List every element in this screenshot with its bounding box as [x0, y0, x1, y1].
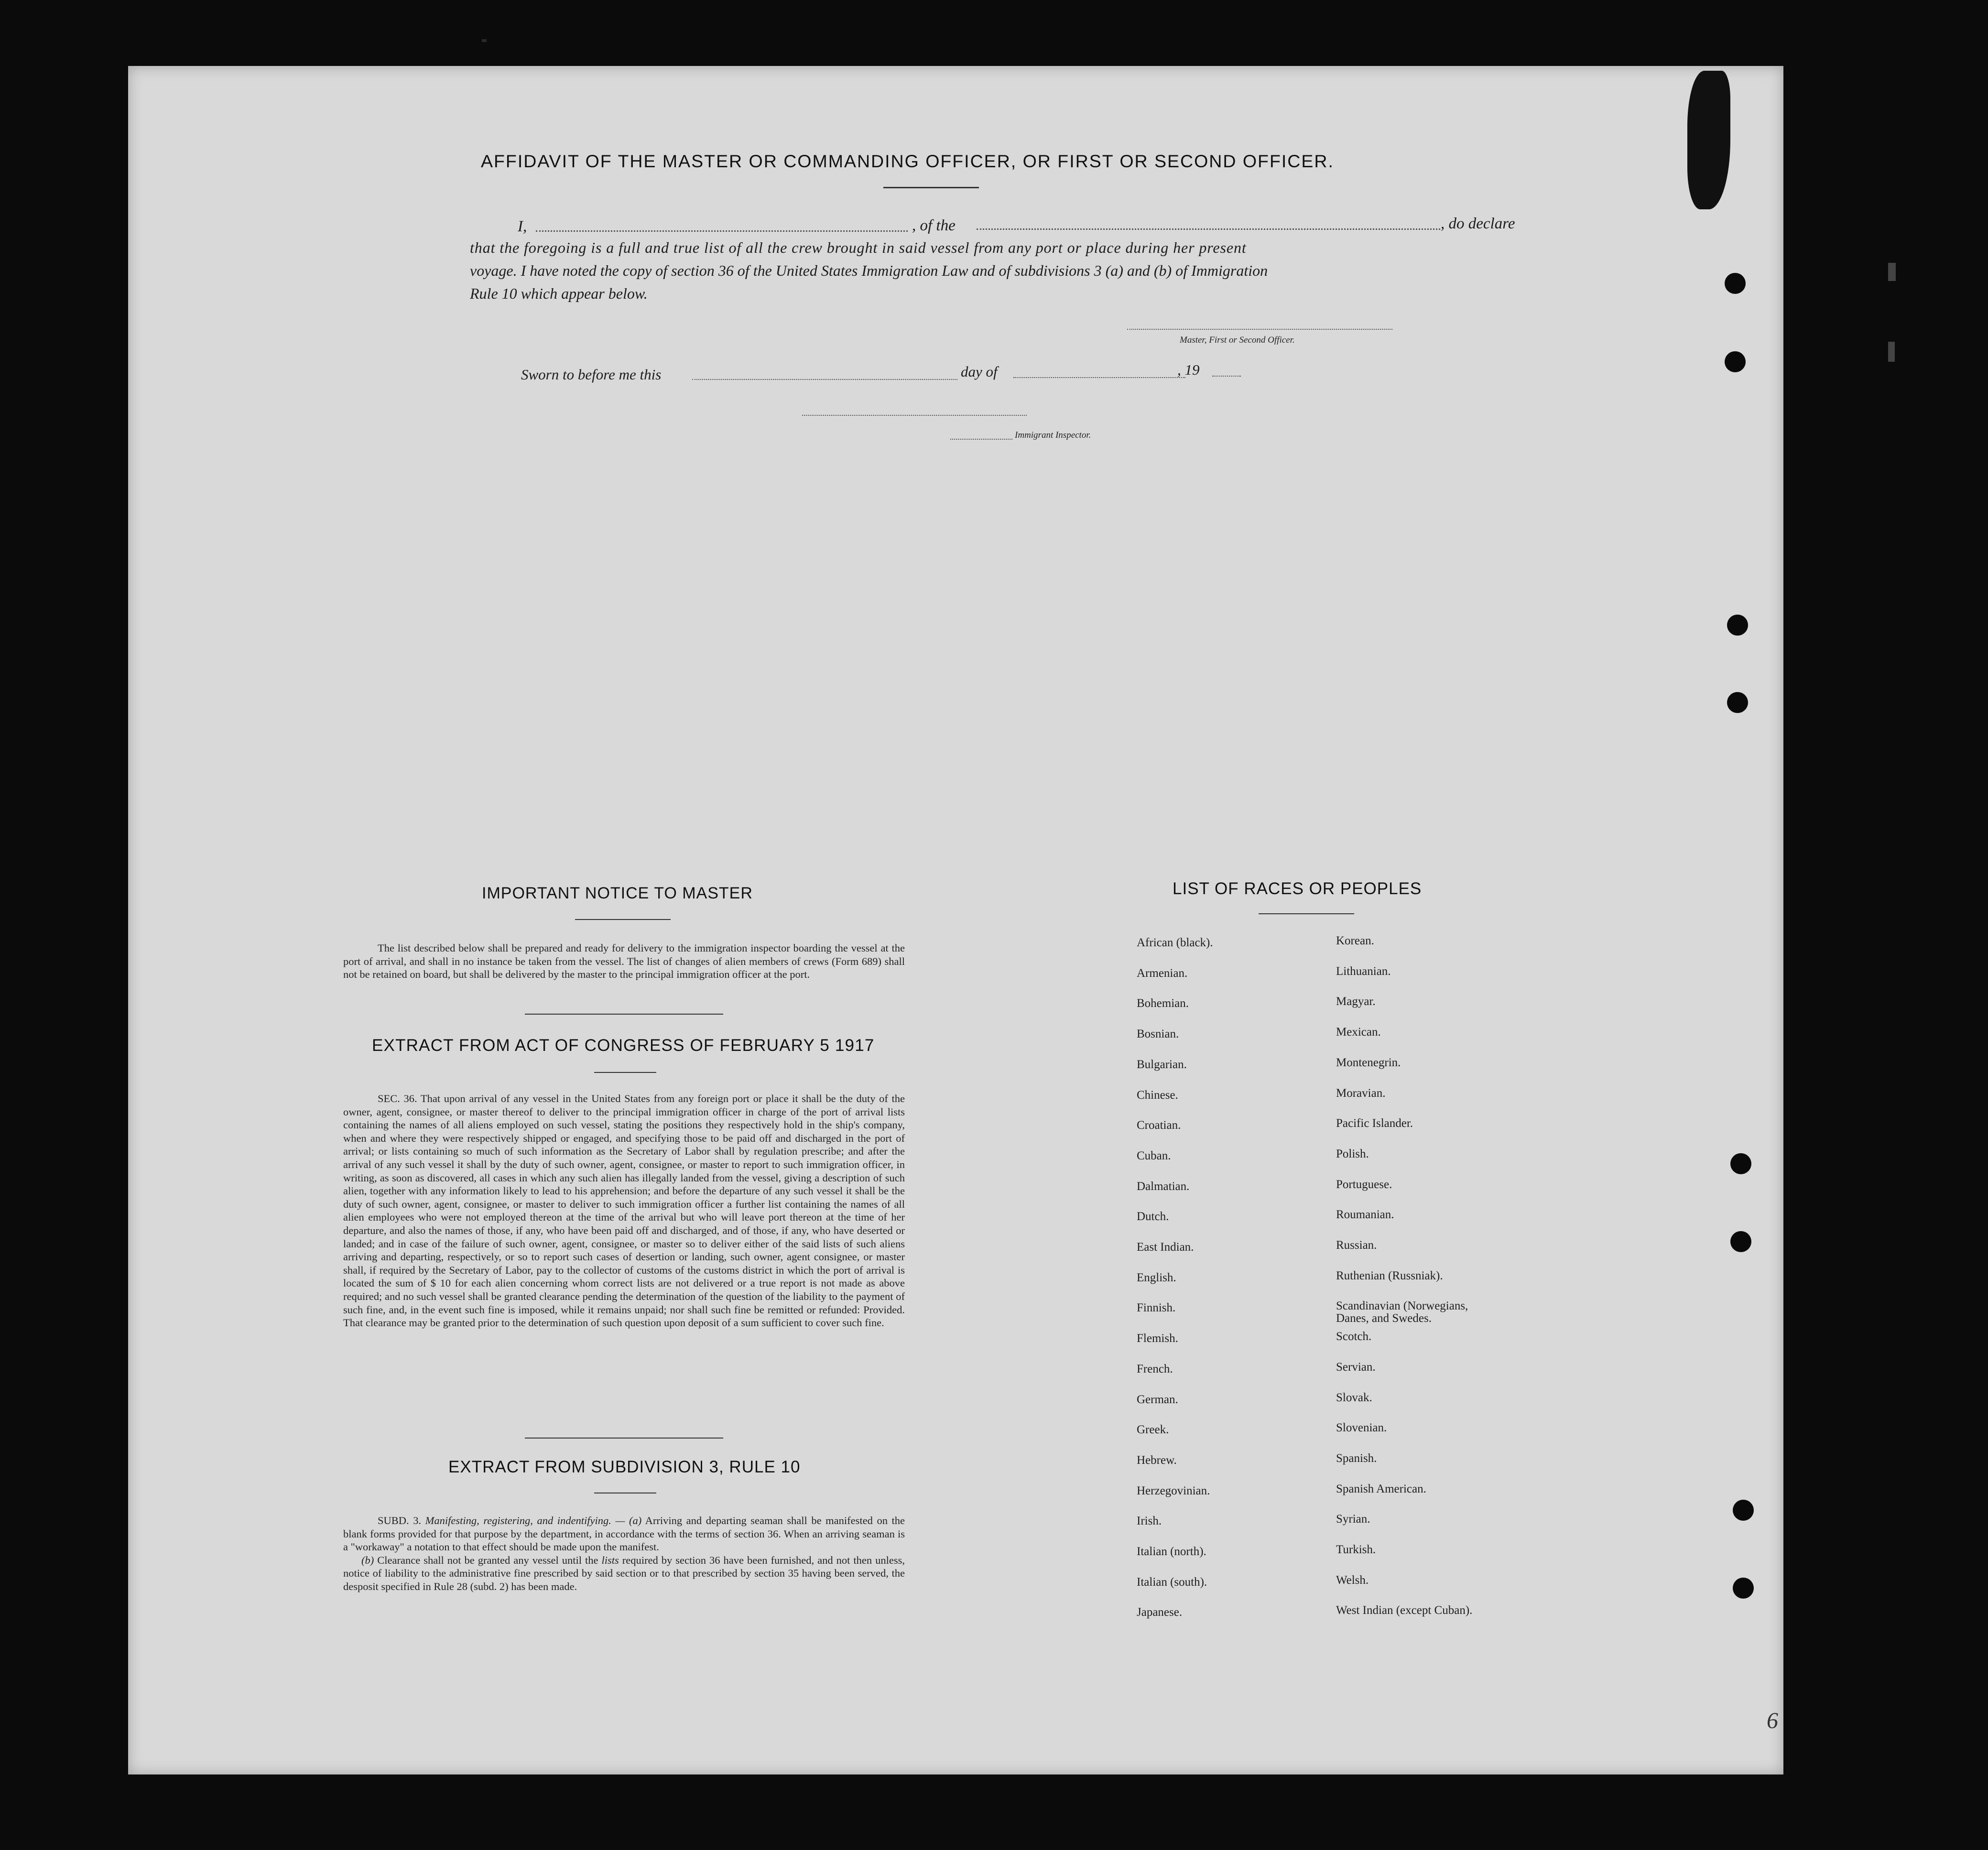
- race-item: Pacific Islander.: [1336, 1117, 1413, 1130]
- race-item: Cuban.: [1137, 1149, 1171, 1162]
- punch-hole: [1725, 351, 1746, 372]
- race-item: African (black).: [1137, 936, 1213, 949]
- race-item: Slovak.: [1336, 1391, 1372, 1404]
- races-left-column: [1137, 937, 1328, 1692]
- punch-hole: [1733, 1500, 1754, 1521]
- year-prefix: , 19: [1177, 361, 1200, 378]
- race-item: Lithuanian.: [1336, 964, 1391, 978]
- races-underline: [1259, 913, 1354, 914]
- subd-a-text: Arriving and departing seaman shall be manifested on the blank forms provided for that purpose by the department, in accordance with the terms of section 36. When an arriving seaman is a "workaway" a notation to that effect should be made upon the manifest.: [343, 1515, 905, 1553]
- subd-a-marker: — (a): [615, 1515, 642, 1526]
- scan-mark: [1888, 342, 1895, 362]
- race-item: Turkish.: [1336, 1543, 1376, 1556]
- punch-hole: [1730, 1231, 1751, 1252]
- subd-heading: Manifesting, registering, and indentifying.: [425, 1515, 611, 1526]
- sworn-day-blank: [692, 379, 957, 380]
- rule-title: EXTRACT FROM SUBDIVISION 3, RULE 10: [448, 1458, 801, 1476]
- act-text: [343, 1092, 905, 1330]
- inspector-line-lower: [950, 439, 1012, 440]
- race-item: French.: [1137, 1362, 1173, 1375]
- affidavit-do-declare: , do declare: [1441, 215, 1515, 232]
- race-item: Korean.: [1336, 934, 1374, 947]
- affidavit-line-1: [518, 218, 1521, 236]
- torn-corner: [1687, 71, 1730, 209]
- race-item: Montenegrin.: [1336, 1056, 1401, 1069]
- race-item: Bulgarian.: [1137, 1058, 1187, 1071]
- punch-hole: [1727, 615, 1748, 636]
- subd-b-text-1: Clearance shall not be granted any vessel until the: [377, 1554, 598, 1566]
- race-item: West Indian (except Cuban).: [1336, 1604, 1473, 1617]
- act-divider: [525, 1438, 723, 1439]
- race-item: Flemish.: [1137, 1332, 1178, 1345]
- master-caption: Master, First or Second Officer.: [1180, 335, 1295, 345]
- affidavit-of-the: , of the: [912, 217, 956, 234]
- subd-lead: SUBD. 3.: [378, 1515, 422, 1526]
- name-blank: [536, 230, 908, 232]
- race-item: Japanese.: [1137, 1606, 1183, 1619]
- race-item: Italian (south).: [1137, 1575, 1207, 1589]
- inspector-line-upper: [802, 415, 1027, 416]
- subd-b-lists: lists: [601, 1554, 619, 1566]
- race-item: Hebrew.: [1137, 1453, 1177, 1467]
- race-item: Finnish.: [1137, 1301, 1176, 1315]
- race-item: Dalmatian.: [1137, 1179, 1190, 1193]
- rule-text: [343, 1514, 905, 1593]
- race-item: Magyar.: [1336, 995, 1376, 1008]
- notice-text: [343, 941, 905, 981]
- notice-divider: [525, 1014, 723, 1015]
- races-right-column: [1336, 935, 1537, 1690]
- punch-hole: [1733, 1578, 1754, 1599]
- race-item: Chinese.: [1137, 1088, 1178, 1102]
- race-item: Moravian.: [1336, 1086, 1386, 1100]
- race-item: Greek.: [1137, 1423, 1169, 1437]
- act-underline: [594, 1072, 656, 1073]
- affidavit-line-4: Rule 10 which appear below.: [470, 285, 648, 302]
- master-signature-line: [1127, 329, 1392, 330]
- page-number: 6: [1767, 1708, 1778, 1733]
- race-item: Italian (north).: [1137, 1545, 1206, 1558]
- race-item: Scandinavian (Norwegians, Danes, and Swedes.: [1336, 1299, 1468, 1325]
- inspector-caption: Immigrant Inspector.: [1015, 430, 1091, 440]
- subd-b-marker: (b): [361, 1554, 374, 1566]
- race-item: Servian.: [1336, 1360, 1376, 1374]
- race-item: German.: [1137, 1393, 1178, 1406]
- affidavit-line-3: voyage. I have noted the copy of section 36 of the United States Immigration Law and of subdivisions 3 (a) and (b) of Immigration: [470, 262, 1268, 279]
- race-item: Russian.: [1336, 1239, 1377, 1252]
- race-item: Syrian.: [1336, 1513, 1370, 1526]
- race-item: English.: [1137, 1271, 1176, 1284]
- act-title: EXTRACT FROM ACT OF CONGRESS OF FEBRUARY 5 1917: [372, 1036, 875, 1055]
- race-item: Herzegovinian.: [1137, 1484, 1210, 1497]
- title-underline: [883, 187, 979, 188]
- race-item: Roumanian.: [1336, 1208, 1394, 1222]
- scan-mark: [1888, 263, 1896, 281]
- month-blank: [1013, 377, 1185, 378]
- affidavit-title: AFFIDAVIT OF THE MASTER OR COMMANDING OFFICER, OR FIRST OR SECOND OFFICER.: [481, 151, 1334, 171]
- race-item: Bohemian.: [1137, 997, 1189, 1010]
- race-item: Irish.: [1137, 1515, 1162, 1528]
- race-item: Ruthenian (Russniak).: [1336, 1269, 1443, 1282]
- punch-hole: [1727, 692, 1748, 713]
- punch-hole: [1725, 273, 1746, 294]
- notice-paragraph: The list described below shall be prepared and ready for delivery to the immigration inspector boarding the vessel at the port of arrival, and shall in no instance be taken from the vessel. The list of changes of alien members of crews (Form 689) shall not be retained on board, but shall be delivered by the master to the principal immigration officer at the port.: [343, 942, 905, 981]
- race-item: Spanish American.: [1336, 1482, 1426, 1495]
- act-paragraph: SEC. 36. That upon arrival of any vessel in the United States from any foreign port or place it shall be the duty of the owner, agent, consignee, or master thereof to deliver to the principal immigration officer in charge of the port of arrival lists containing the names of all aliens employed on such vessel, stating the positions they respectively hold in the ship's company, when and where they were respectively shipped or engaged, and specifying those to be paid off and discharged in the port of arrival; or lists containing so much of such information as the Secretary of Labor shall by regulation prescribe; and after the arrival of any such vessel it shall by the duty of such owner, agent, consignee, or master to report to such immigration officer, in writing, as soon as discovered, all cases in which any such alien has illegally landed from the vessel, giving a description of such alien, together with any information likely to lead to his apprehension; and before the departure of any such vessel it shall be the duty of such owner, agent, consignee, or master to deliver to such immigration officer a further list containing the names of all alien employees who were not employed thereon at the time of the arrival but who will leave port thereon at the time of her departure, and also the names of those, if any, who have been paid off and discharged, and of those, if any, who have deserted or landed; and in case of the failure of such owner, agent, consignee, or master so to deliver either of the said lists of such aliens arriving and departing, respectively, or so to report such cases of desertion or landing, such owner, agent consignee, or master shall, if required by the Secretary of Labor, pay to the collector of customs of the customs district in which the port of arrival is located the sum of $ 10 for each alien concerning whom correct lists are not delivered or a true report is not made as above required; and no such vessel shall be granted clearance pending the determination of the question of the liability to the payment of such fine, and, in the event such fine is imposed, while it remains unpaid; nor shall such fine be remitted or refunded: Provided. That clearance may be granted prior to the determination of such question upon deposit of a sum sufficient to cover such fine.: [343, 1093, 905, 1329]
- vessel-blank: [977, 228, 1440, 230]
- race-item: Spanish.: [1336, 1451, 1377, 1465]
- race-item: Bosnian.: [1137, 1028, 1179, 1041]
- notice-title: IMPORTANT NOTICE TO MASTER: [482, 884, 753, 902]
- race-item: Dutch.: [1137, 1210, 1169, 1223]
- race-item: Armenian.: [1137, 966, 1188, 980]
- scan-mark: [482, 39, 487, 42]
- races-title: LIST OF RACES OR PEOPLES: [1173, 879, 1422, 898]
- sworn-text: Sworn to before me this: [521, 366, 662, 383]
- day-of-text: day of: [961, 363, 998, 380]
- affidavit-line-2: that the foregoing is a full and true list of all the crew brought in said vessel from any port or place during her present: [470, 239, 1247, 256]
- race-item: Welsh.: [1336, 1573, 1369, 1587]
- punch-hole: [1730, 1153, 1751, 1174]
- year-blank: [1212, 376, 1241, 377]
- race-item: Mexican.: [1336, 1026, 1381, 1039]
- affidavit-i: I,: [518, 218, 527, 235]
- subd-a-paragraph: [343, 1514, 905, 1554]
- subd-b-paragraph: [343, 1554, 905, 1593]
- race-item: Croatian.: [1137, 1119, 1181, 1132]
- subd-b-text-2: required by section 36 have been furnished, and not then unless, notice of liability to the administrative fine prescribed by said section or to that prescribed by section 35 having been served, the desposit specified in Rule 28 (subd. 2) has been made.: [343, 1554, 905, 1592]
- race-item: Portuguese.: [1336, 1178, 1392, 1191]
- document-page: [128, 66, 1783, 1774]
- notice-underline: [575, 919, 671, 920]
- race-item: Scotch.: [1336, 1330, 1372, 1343]
- race-item: Polish.: [1336, 1147, 1369, 1160]
- race-item: East Indian.: [1137, 1241, 1194, 1254]
- race-item: Slovenian.: [1336, 1421, 1387, 1435]
